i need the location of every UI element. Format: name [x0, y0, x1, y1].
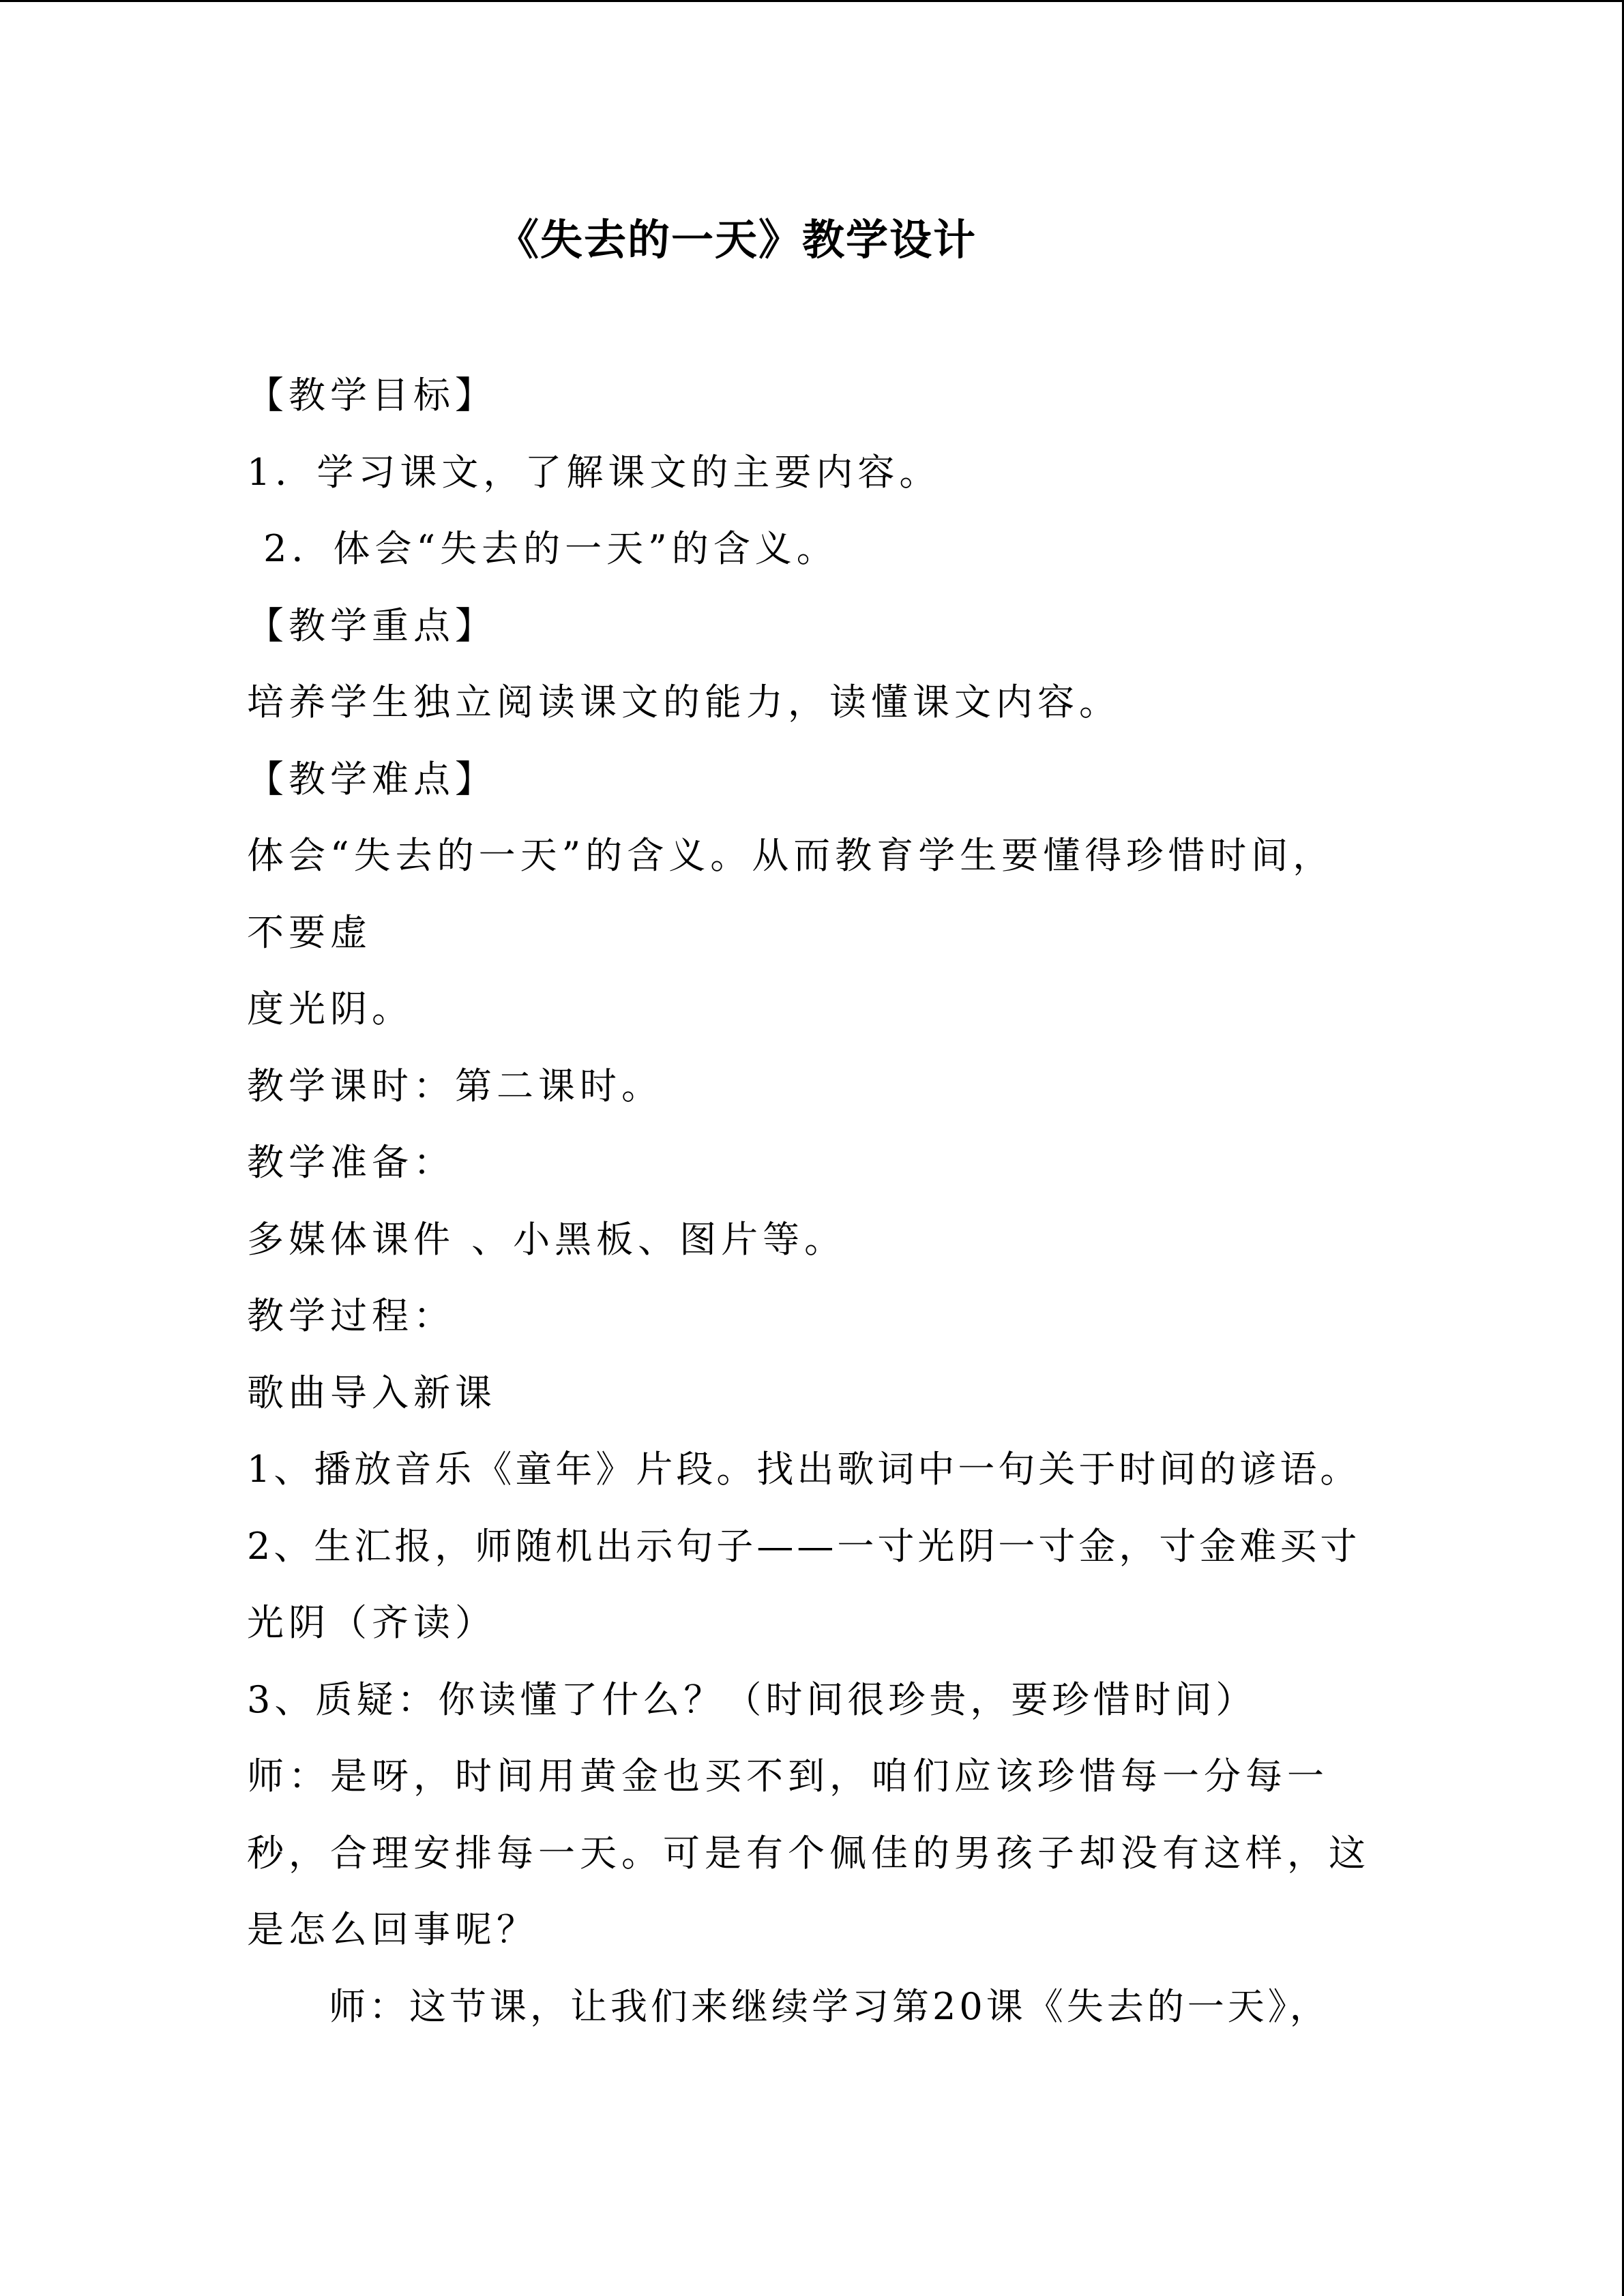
- text-line: 歌曲导入新课: [247, 1371, 497, 1414]
- text-line: 多媒体课件 、小黑板、图片等。: [247, 1218, 846, 1261]
- text-line: 【教学目标】: [247, 374, 497, 417]
- text-line: 教学过程：: [247, 1294, 455, 1337]
- text-line: 师：这节课，让我们来继续学习第20课《失去的一天》，: [329, 1985, 1330, 2028]
- text-line: 不要虚: [247, 911, 372, 954]
- text-line: 【教学重点】: [247, 604, 497, 647]
- text-line: 秒，合理安排每一天。可是有个佩佳的男孩子却没有这样，这: [247, 1832, 1370, 1875]
- text-line: 培养学生独立阅读课文的能力，读懂课文内容。: [247, 681, 1121, 724]
- text-line: 光阴（齐读）: [247, 1601, 497, 1644]
- text-line: 教学课时：第二课时。: [247, 1064, 663, 1107]
- text-line: 1．学习课文，了解课文的主要内容。: [247, 451, 941, 494]
- text-line: 师：是呀，时间用黄金也买不到，咱们应该珍惜每一分每一: [247, 1755, 1329, 1798]
- text-line: 2．体会“失去的一天”的含义。: [247, 527, 838, 570]
- text-line: 体会“失去的一天”的含义。从而教育学生要懂得珍惜时间，: [247, 834, 1335, 877]
- text-line: 1、播放音乐《童年》片段。找出歌词中一句关于时间的谚语。: [247, 1448, 1361, 1491]
- text-line: 是怎么回事呢？: [247, 1908, 538, 1951]
- document-title: 《失去的一天》教学设计: [497, 215, 977, 265]
- text-line: 3、质疑：你读懂了什么？（时间很珍贵，要珍惜时间）: [247, 1678, 1257, 1721]
- text-line: 2、生汇报，师随机出示句子——一寸光阴一寸金，寸金难买寸: [247, 1525, 1361, 1568]
- text-line: 【教学难点】: [247, 758, 497, 801]
- text-line: 教学准备：: [247, 1141, 455, 1184]
- text-line: 度光阴。: [247, 987, 413, 1030]
